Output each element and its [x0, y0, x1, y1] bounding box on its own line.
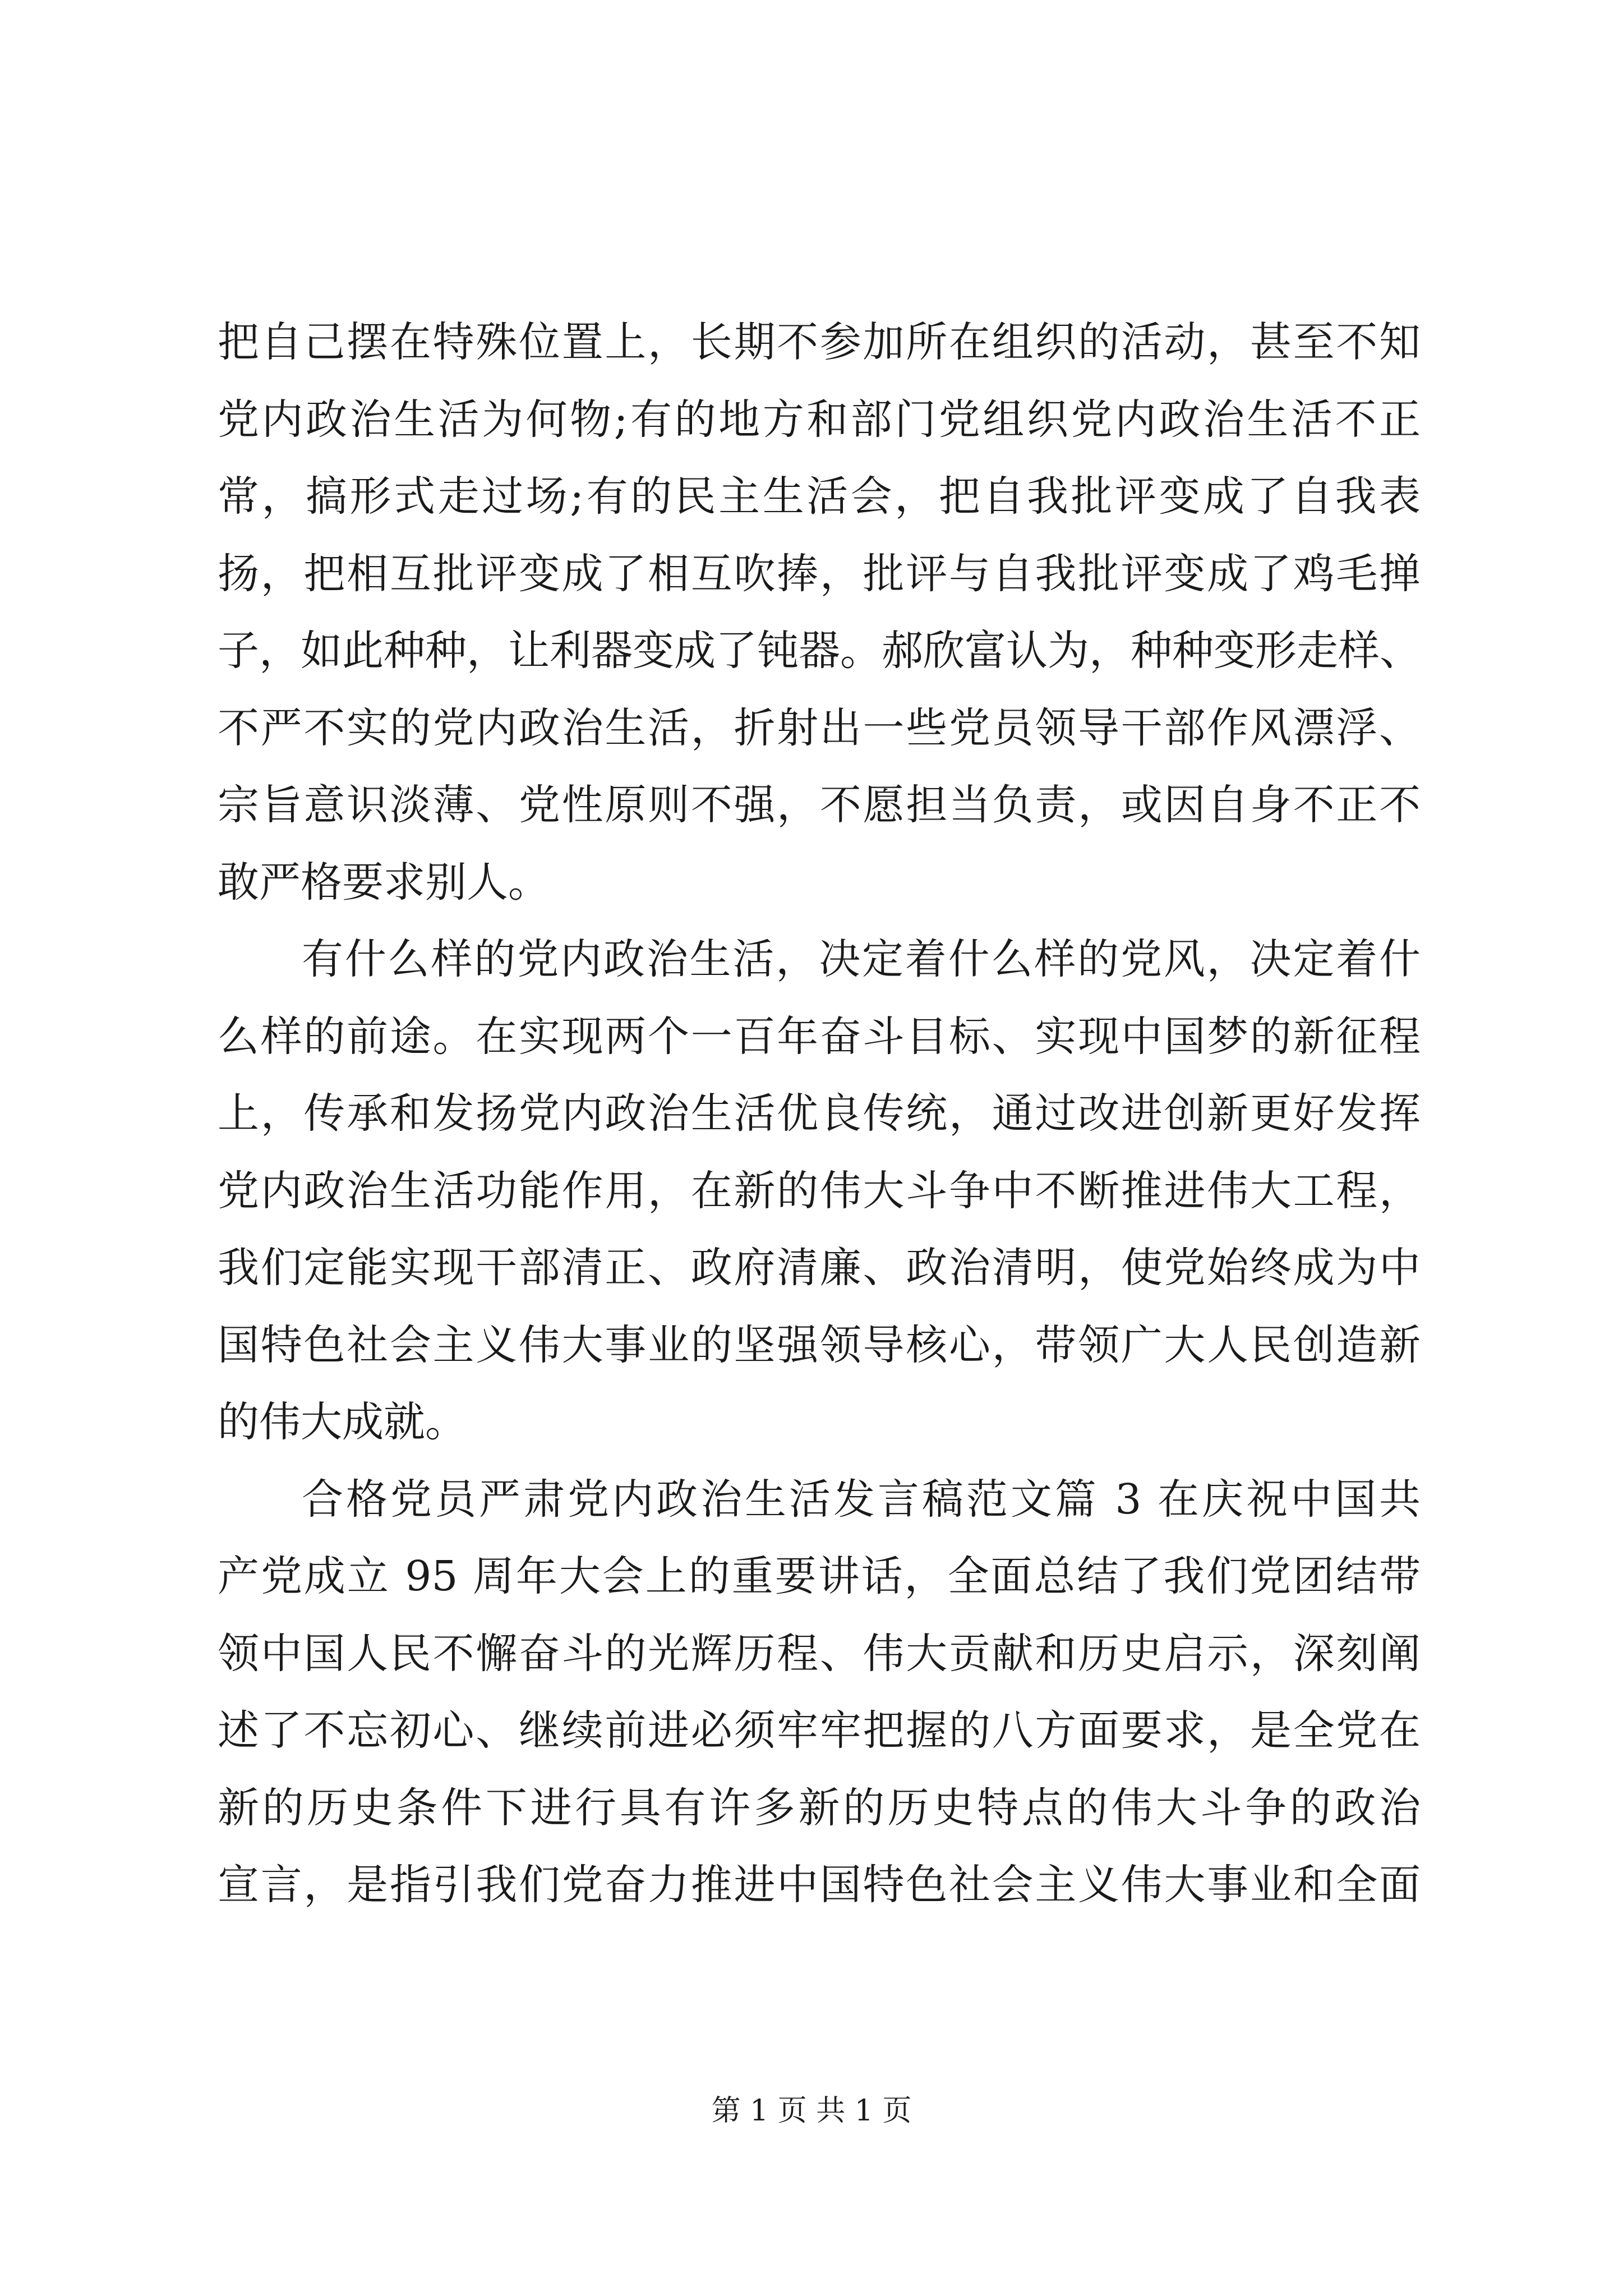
paragraph-3: [218, 1461, 1421, 1924]
text-line: 我们定能实现干部清正、政府清廉、政治清明，使党始终成为中: [218, 1244, 1421, 1292]
text-line: 宗旨意识淡薄、党性原则不强，不愿担当负责，或因自身不正不: [218, 781, 1421, 829]
text-line: 党内政治生活为何物;有的地方和部门党组织党内政治生活不正: [218, 395, 1421, 444]
text-line: 敢严格要求别人。: [218, 858, 550, 907]
text-line: 常，搞形式走过场;有的民主生活会，把自我批评变成了自我表: [218, 472, 1421, 521]
text-line: 么样的前途。在实现两个一百年奋斗目标、实现中国梦的新征程: [218, 1012, 1421, 1061]
text-line: 把自己摆在特殊位置上，长期不参加所在组织的活动，甚至不知: [218, 318, 1421, 366]
text-line: 有什么样的党内政治生活，决定着什么样的党风，决定着什: [302, 935, 1421, 983]
text-line: 合格党员严肃党内政治生活发言稿范文篇 3 在庆祝中国共: [302, 1475, 1421, 1524]
text-line: 的伟大成就。: [218, 1398, 467, 1446]
text-line: 产党成立 95 周年大会上的重要讲话，全面总结了我们党团结带: [218, 1552, 1421, 1600]
text-line: 宣言，是指引我们党奋力推进中国特色社会主义伟大事业和全面: [218, 1861, 1421, 1909]
text-line: 国特色社会主义伟大事业的坚强领导核心，带领广大人民创造新: [218, 1320, 1421, 1369]
text-line: 新的历史条件下进行具有许多新的历史特点的伟大斗争的政治: [218, 1783, 1421, 1832]
text-line: 上，传承和发扬党内政治生活优良传统，通过改进创新更好发挥: [218, 1089, 1421, 1138]
paragraph-1: [218, 304, 1421, 921]
text-line: 扬，把相互批评变成了相互吹捧，批评与自我批评变成了鸡毛掸: [218, 549, 1421, 598]
text-line: 领中国人民不懈奋斗的光辉历程、伟大贡献和历史启示，深刻阐: [218, 1629, 1421, 1678]
text-line: 党内政治生活功能作用，在新的伟大斗争中不断推进伟大工程，: [218, 1166, 1421, 1215]
paragraph-2: [218, 921, 1421, 1461]
text-line: 不严不实的党内政治生活，折射出一些党员领导干部作风漂浮、: [218, 703, 1421, 752]
document-body: [218, 304, 1421, 1924]
text-line: 子，如此种种，让利器变成了钝器。郝欣富认为，种种变形走样、: [218, 627, 1421, 675]
text-line: 述了不忘初心、继续前进必须牢牢把握的八方面要求，是全党在: [218, 1706, 1421, 1755]
page-footer: 第 1 页 共 1 页: [711, 2094, 912, 2128]
